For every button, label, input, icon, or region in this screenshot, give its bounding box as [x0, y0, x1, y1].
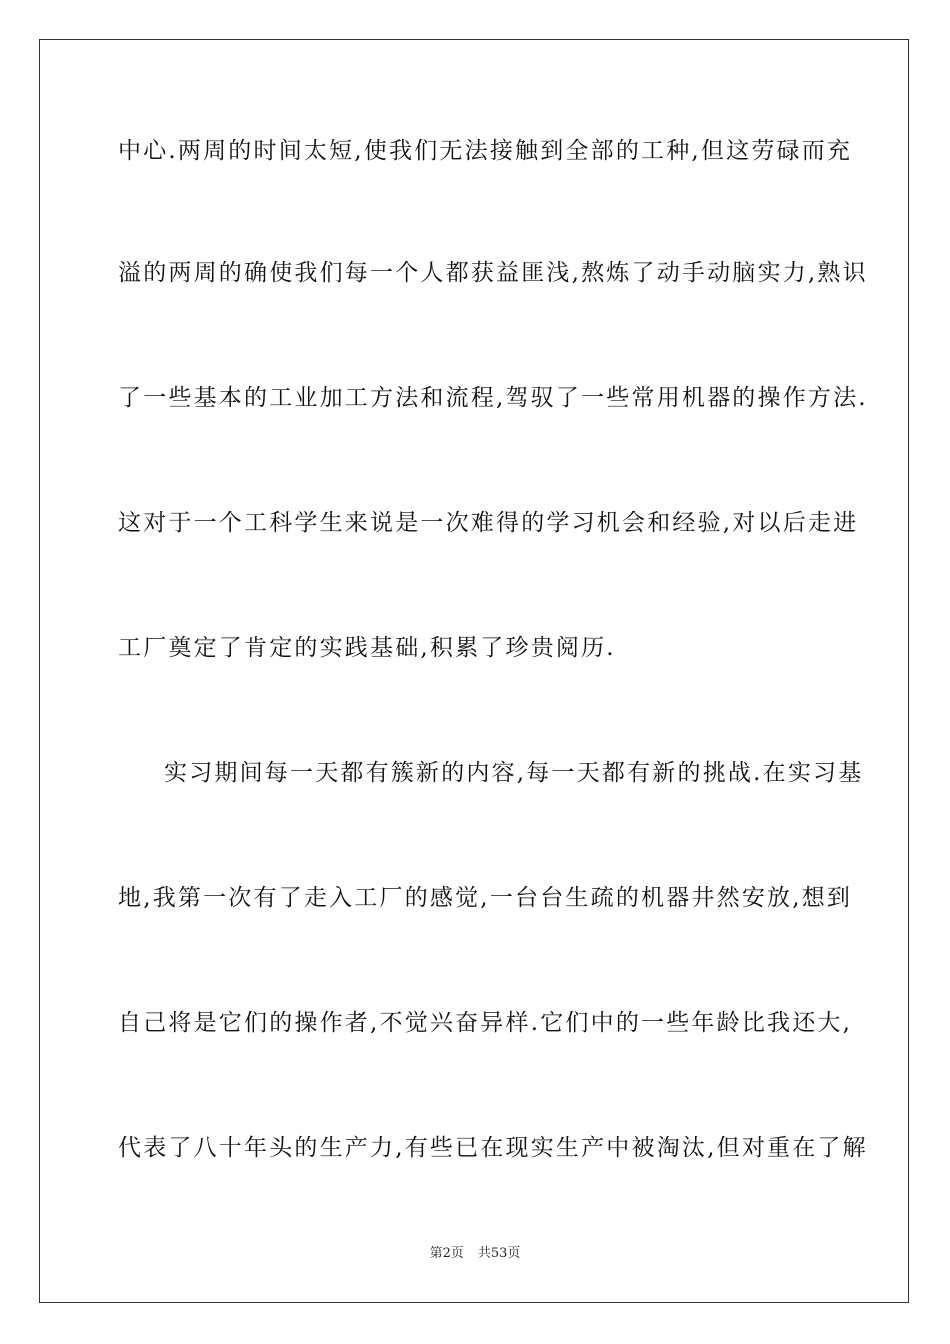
body-text-line: 中心.两周的时间太短,使我们无法接触到全部的工种,但这劳碌而充	[118, 138, 853, 164]
body-text-line: 自己将是它们的操作者,不觉兴奋异样.它们中的一些年龄比我还大,	[118, 1010, 853, 1036]
total-pages: 共53页	[477, 1246, 521, 1261]
page-footer	[0, 1245, 950, 1263]
body-text-line: 地,我第一次有了走入工厂的感觉,一台台生疏的机器井然安放,想到	[118, 885, 853, 911]
body-text-line: 了一些基本的工业加工方法和流程,驾驭了一些常用机器的操作方法.	[118, 385, 868, 411]
body-text-line: 工厂奠定了肯定的实践基础,积累了珍贵阅历.	[118, 635, 616, 661]
page-number: 第2页	[429, 1246, 464, 1261]
paragraph-first-line: 实习期间每一天都有簇新的内容,每一天都有新的挑战.在实习基	[164, 760, 864, 786]
page-border	[39, 39, 909, 1303]
body-text-line: 这对于一个工科学生来说是一次难得的学习机会和经验,对以后走进	[118, 510, 859, 536]
body-text-line: 代表了八十年头的生产力,有些已在现实生产中被淘汰,但对重在了解	[118, 1135, 868, 1161]
body-text-line: 溢的两周的确使我们每一个人都获益匪浅,熬炼了动手动脑实力,熟识	[118, 260, 868, 286]
